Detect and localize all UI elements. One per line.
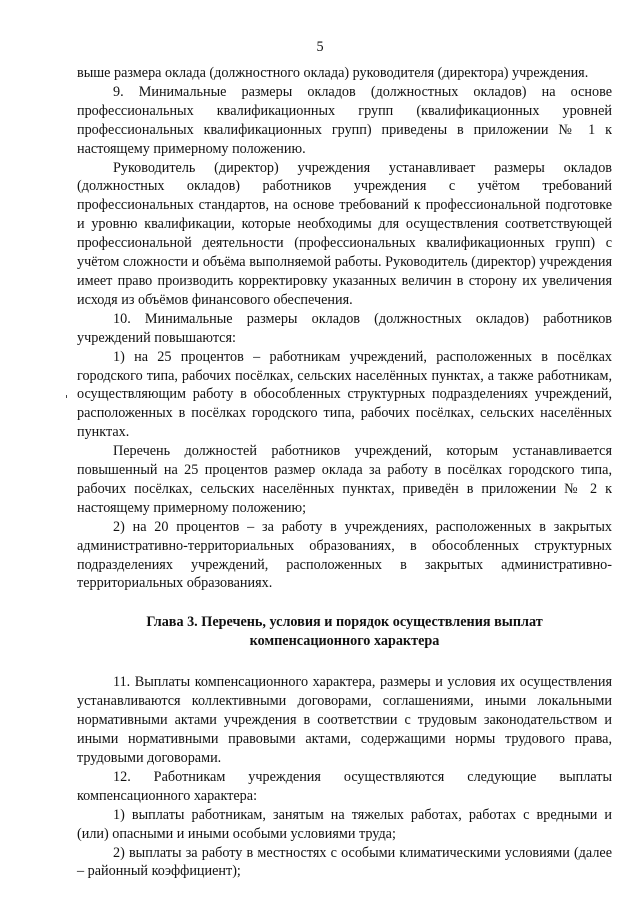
paragraph-director-duties: Руководитель (директор) учреждения устанавливает размеры окладов (должностных окладов) работников учреждения с учётом требований профессиональных стандартов, на основе требований к профессиональной подготовке и уровню квалификации, которые необходимы для осуществления соответствующей профессиональной деятельности (профессиональных квалификационных групп) с учётом сложности и объёма выполняемой работы. Руководитель (директор) учреждения имеет право производить корректировку указанных величин в сторону их увеличения исходя из объёмов финансового обеспечения.	[77, 159, 612, 308]
paragraph-continuation: выше размера оклада (должностного оклада) руководителя (директора) учреждения.	[77, 65, 589, 81]
chapter-heading	[77, 613, 612, 651]
page-number: 5	[316, 39, 324, 55]
chapter-heading-line-2: компенсационного характера	[249, 633, 440, 650]
paragraph-item-12-2: 2) выплаты за работу в местностях с особыми климатическими условиями (далее – районный коэффициент);	[77, 844, 612, 880]
paragraph-item-10-2: 2) на 20 процентов – за работу в учреждениях, расположенных в закрытых административно-территориальных образованиях, в обособленных структурных подразделениях учреждений, расположенных в закрытых административно-территориальных образованиях.	[77, 518, 612, 592]
chapter-heading-line-1: Глава 3. Перечень, условия и порядок осуществления выплат	[146, 614, 543, 631]
document-body	[77, 64, 612, 881]
paragraph-item-10: 10. Минимальные размеры окладов (должностных окладов) работников учреждений повышаются:	[77, 310, 612, 346]
paragraph-item-12: 12. Работникам учреждения осуществляются следующие выплаты компенсационного характера:	[77, 768, 612, 804]
scan-artifact-mark	[66, 395, 67, 398]
paragraph-item-11: 11. Выплаты компенсационного характера, размеры и условия их осуществления устанавливаются коллективными договорами, соглашениями, иными локальными нормативными актами учреждения в соответствии с трудовым законодательством и иными нормативными правовыми актами, содержащими нормы трудового права, трудовыми договорами.	[77, 674, 612, 766]
paragraph-item-10-1: 1) на 25 процентов – работникам учреждений, расположенных в посёлках городского типа, рабочих посёлках, сельских населённых пунктах, а также работникам, осуществляющим работу в обособленных структурных подразделениях учреждений, расположенных в посёлках городского типа, рабочих посёлках, сельских населённых пунктах.	[77, 348, 612, 441]
paragraph-item-9: 9. Минимальные размеры окладов (должностных окладов) на основе профессиональных квалификационных групп (квалификационных уровней профессиональных квалификационных групп) приведены в приложении № 1 к настоящему примерному положению.	[77, 83, 612, 157]
paragraph-item-12-1: 1) выплаты работникам, занятым на тяжелых работах, работах с вредными и (или) опасными и иными особыми условиями труда;	[77, 806, 612, 842]
paragraph-positions-list: Перечень должностей работников учреждений, которым устанавливается повышенный на 25 процентов размер оклада за работу в посёлках городского типа, рабочих посёлках, сельских населённых пунктах, приведён в приложении № 2 к настоящему примерному положению;	[77, 443, 612, 516]
